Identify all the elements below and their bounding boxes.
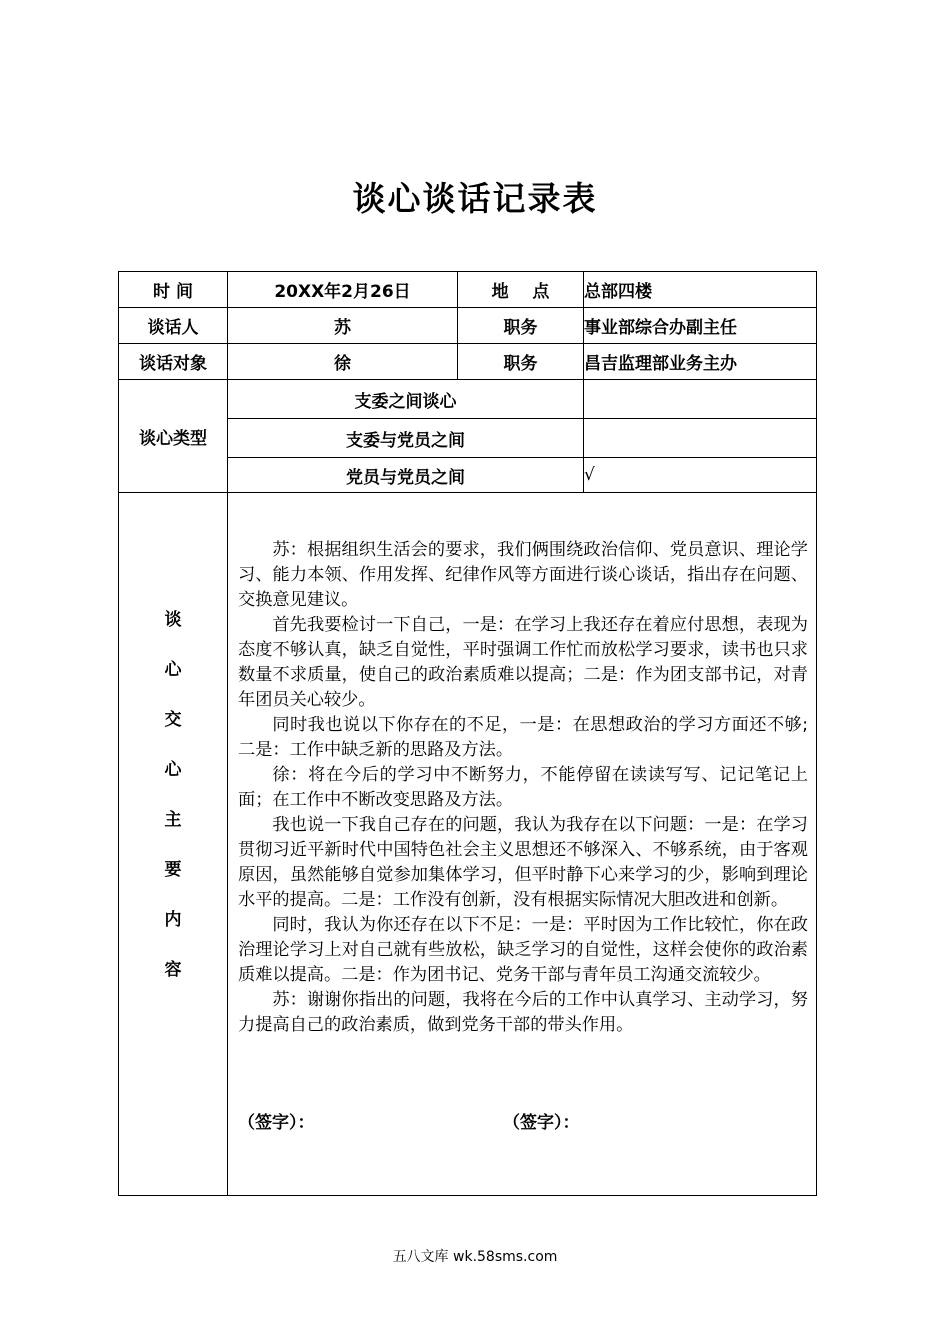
content-text	[228, 520, 816, 1038]
content-label-char: 交	[164, 710, 182, 730]
place-value: 总部四楼	[584, 272, 817, 308]
content-paragraph: 苏：根据组织生活会的要求，我们俩围绕政治信仰、党员意识、理论学习、能力本领、作用发挥、纪律作风等方面进行谈心谈话，指出存在问题、交换意见建议。	[238, 540, 808, 610]
row-time-place	[119, 272, 817, 308]
speaker-duty-value: 事业部综合办副主任	[584, 308, 817, 344]
content-paragraph: 苏：谢谢你指出的问题，我将在今后的工作中认真学习、主动学习，努力提高自己的政治素质，做到党务干部的带头作用。	[238, 990, 808, 1035]
signature-right: （签字）：	[503, 1113, 580, 1133]
type-label: 谈心类型	[119, 380, 228, 493]
type-row	[119, 380, 817, 419]
page-title: 谈心谈话记录表	[352, 179, 598, 218]
content-label-char: 谈	[164, 610, 182, 630]
content-label	[119, 493, 228, 1196]
speaker-duty-label: 职务	[458, 308, 584, 344]
content-body	[228, 493, 817, 1196]
content-row	[119, 493, 817, 1196]
time-value: 20XX年2月26日	[228, 272, 458, 308]
content-paragraph: 同时我也说以下你存在的不足，一是：在思想政治的学习方面还不够;二是：工作中缺乏新的思路及方法。	[238, 715, 808, 760]
signature-left: （签字）：	[238, 1113, 315, 1133]
row-target	[119, 344, 817, 380]
place-label: 地 点	[458, 272, 584, 308]
target-value: 徐	[228, 344, 458, 380]
speaker-value: 苏	[228, 308, 458, 344]
content-label-char: 内	[164, 910, 182, 930]
time-label: 时 间	[119, 272, 228, 308]
content-label-char: 心	[164, 660, 182, 680]
footer-watermark: 五八文库 wk.58sms.com	[392, 1249, 558, 1265]
type-option-label: 支委与党员之间	[228, 419, 584, 458]
target-duty-label: 职务	[458, 344, 584, 380]
content-label-char: 心	[164, 760, 182, 780]
speaker-label: 谈话人	[119, 308, 228, 344]
content-paragraph: 徐：将在今后的学习中不断努力，不能停留在读读写写、记记笔记上面；在工作中不断改变思路及方法。	[238, 765, 808, 810]
content-label-char: 主	[164, 810, 182, 830]
type-option-mark: √	[584, 458, 817, 493]
target-label: 谈话对象	[119, 344, 228, 380]
signature-area	[228, 1108, 816, 1168]
type-option-mark	[584, 380, 817, 419]
type-option-label: 支委之间谈心	[228, 380, 584, 419]
row-speaker	[119, 308, 817, 344]
content-label-char: 容	[164, 960, 182, 980]
target-duty-value: 昌吉监理部业务主办	[584, 344, 817, 380]
record-table	[118, 271, 817, 1196]
content-paragraph: 首先我要检讨一下自己，一是：在学习上我还存在着应付思想，表现为态度不够认真，缺乏自觉性，平时强调工作忙而放松学习要求，读书也只求数量不求质量，使自己的政治素质难以提高；二是：作为团支部书记，对青年团员关心较少。	[238, 615, 808, 710]
content-paragraph: 我也说一下我自己存在的问题，我认为我存在以下问题：一是：在学习贯彻习近平新时代中国特色社会主义思想还不够深入、不够系统，由于客观原因，虽然能够自觉参加集体学习，但平时静下心来学习的少，影响到理论水平的提高。二是：工作没有创新，没有根据实际情况大胆改进和创新。	[238, 815, 808, 910]
content-paragraph: 同时，我认为你还存在以下不足：一是：平时因为工作比较忙，你在政治理论学习上对自己就有些放松，缺乏学习的自觉性，这样会使你的政治素质难以提高。二是：作为团书记、党务干部与青年员工沟通交流较少。	[238, 915, 808, 985]
content-label-char: 要	[164, 860, 182, 880]
type-option-mark	[584, 419, 817, 458]
content-label-chars	[119, 610, 227, 1010]
type-option-label: 党员与党员之间	[228, 458, 584, 493]
